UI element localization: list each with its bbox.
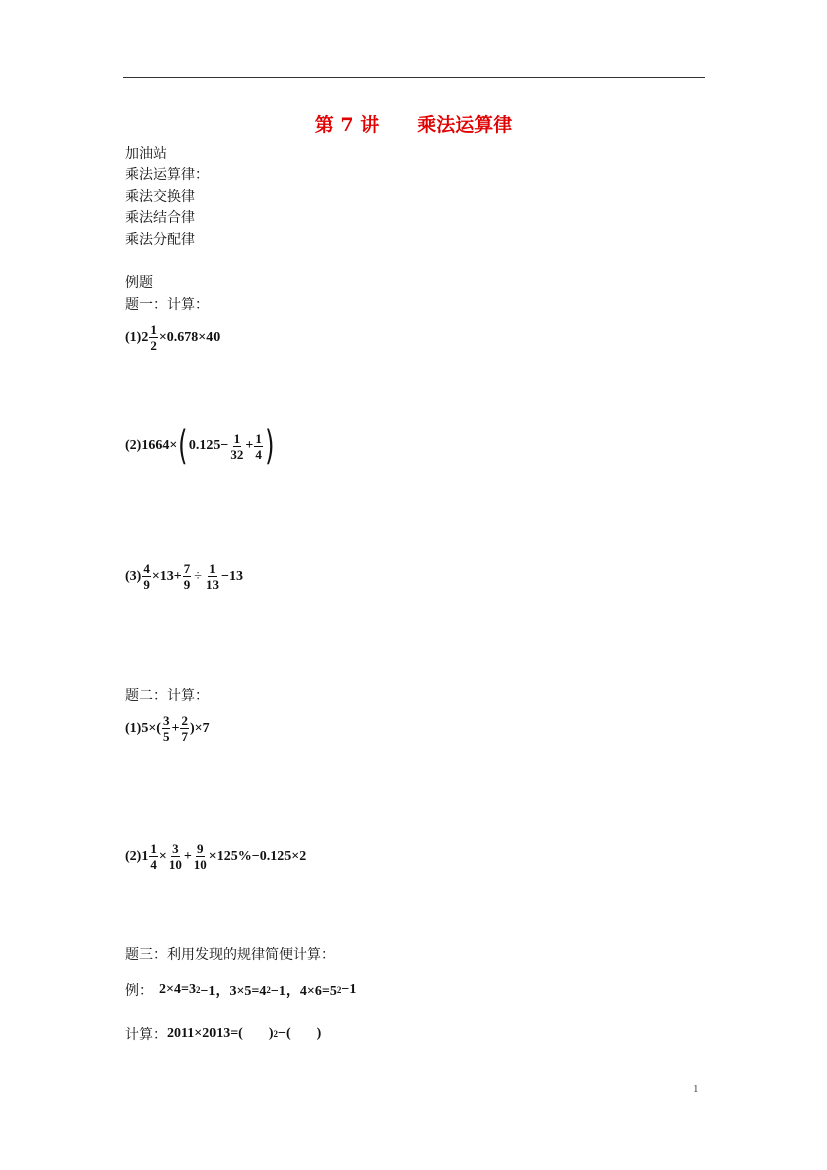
- left-paren: (: [178, 423, 188, 469]
- numerator: 4: [143, 561, 150, 576]
- numerator: 1: [255, 430, 262, 446]
- denominator: 2: [150, 338, 157, 353]
- denominator: 10: [193, 857, 207, 872]
- page-number: 1: [693, 1083, 699, 1095]
- denominator: 4: [150, 857, 157, 872]
- examples-heading: 例题: [125, 275, 153, 291]
- denominator: 7: [181, 729, 188, 744]
- intro-line: 乘法运算律：: [125, 167, 209, 183]
- q1-p3-end: −13: [220, 568, 243, 584]
- denominator: 13: [205, 577, 219, 592]
- example-eq-2: −1，3×5=4: [200, 984, 267, 999]
- numerator: 1: [233, 430, 241, 446]
- q2-problem-1: [125, 713, 210, 744]
- q1-p3-term: ×13+: [151, 568, 182, 584]
- fraction: [193, 841, 208, 872]
- numerator: 7: [183, 561, 191, 576]
- fraction: [168, 841, 183, 872]
- intro-line: 乘法交换律: [125, 189, 195, 205]
- question-1-heading: 题一：计算：: [125, 297, 209, 313]
- calc-tail: −(: [278, 1026, 291, 1041]
- fraction: [183, 561, 192, 592]
- fraction: [162, 713, 171, 744]
- q1-p3-label: (3): [125, 568, 142, 584]
- denominator: 9: [183, 577, 191, 592]
- q2-p1-end: )×7: [189, 720, 210, 736]
- denominator: 32: [230, 446, 244, 462]
- q2-p2-label: (2)1: [125, 848, 149, 864]
- q3-calc: 计算： 2011×2013=( ) 2 −( ): [125, 1026, 322, 1043]
- intro-line: 加油站: [125, 146, 167, 162]
- q1-p2-term: 0.125−: [188, 438, 229, 453]
- intro-line: 乘法结合律: [125, 210, 195, 226]
- numerator: 1: [150, 322, 157, 337]
- q1-p2-label: (2)1664×: [125, 438, 178, 453]
- division-sign: ÷: [194, 568, 202, 584]
- example-eq-1: 2×4=3: [159, 982, 196, 997]
- fraction: [149, 841, 158, 872]
- numerator: 1: [209, 561, 216, 576]
- fraction: [205, 561, 220, 592]
- example-prefix: 例：: [125, 983, 153, 999]
- denominator: 5: [162, 729, 170, 744]
- calc-close-paren: ): [268, 1026, 274, 1041]
- intro-line: 乘法分配律: [125, 232, 195, 248]
- numerator: 1: [150, 841, 157, 856]
- numerator: 3: [162, 713, 170, 728]
- denominator: 10: [168, 857, 182, 872]
- q1-p1-rest: ×0.678×40: [158, 329, 221, 345]
- q1-problem-2: [125, 423, 276, 469]
- fraction: [142, 561, 151, 592]
- plus-sign: +: [245, 438, 254, 453]
- multiply-sign: ×: [158, 848, 167, 864]
- q1-problem-1: [125, 322, 220, 353]
- lecture-name: 乘法运算律: [417, 114, 513, 136]
- calc-prefix: 计算：: [125, 1027, 167, 1043]
- denominator: 4: [255, 446, 262, 462]
- q2-problem-2: [125, 841, 306, 872]
- lecture-number: 第 7 讲: [314, 114, 380, 136]
- page-title: [0, 110, 827, 137]
- q2-p1-label: (1)5×(: [125, 720, 161, 736]
- right-paren: ): [265, 423, 275, 469]
- calc-final-paren: ): [316, 1026, 322, 1041]
- numerator: 3: [172, 841, 179, 856]
- numerator: 2: [181, 713, 188, 728]
- question-3-heading: 题三：利用发现的规律简便计算：: [125, 947, 335, 963]
- plus-sign: +: [171, 720, 180, 736]
- fraction: [229, 431, 244, 462]
- q2-p2-end: ×125%−0.125×2: [208, 848, 307, 864]
- calc-expression: 2011×2013=(: [167, 1026, 243, 1041]
- q1-problem-3: [125, 561, 243, 592]
- denominator: 9: [143, 577, 150, 592]
- fraction: [180, 713, 189, 744]
- example-eq-3: −1，4×6=5: [270, 984, 337, 999]
- plus-sign: +: [183, 848, 192, 864]
- q1-p1-label: (1)2: [125, 329, 149, 345]
- header-rule: [123, 77, 705, 78]
- fraction: [149, 322, 158, 353]
- question-2-heading: 题二：计算：: [125, 688, 209, 704]
- numerator: 9: [197, 841, 204, 856]
- example-eq-end: −1: [341, 982, 357, 997]
- fraction: [254, 431, 263, 462]
- q3-example: 例： 2×4=3 2 −1，3×5=4 2 −1，4×6=5 2 −1: [125, 982, 357, 999]
